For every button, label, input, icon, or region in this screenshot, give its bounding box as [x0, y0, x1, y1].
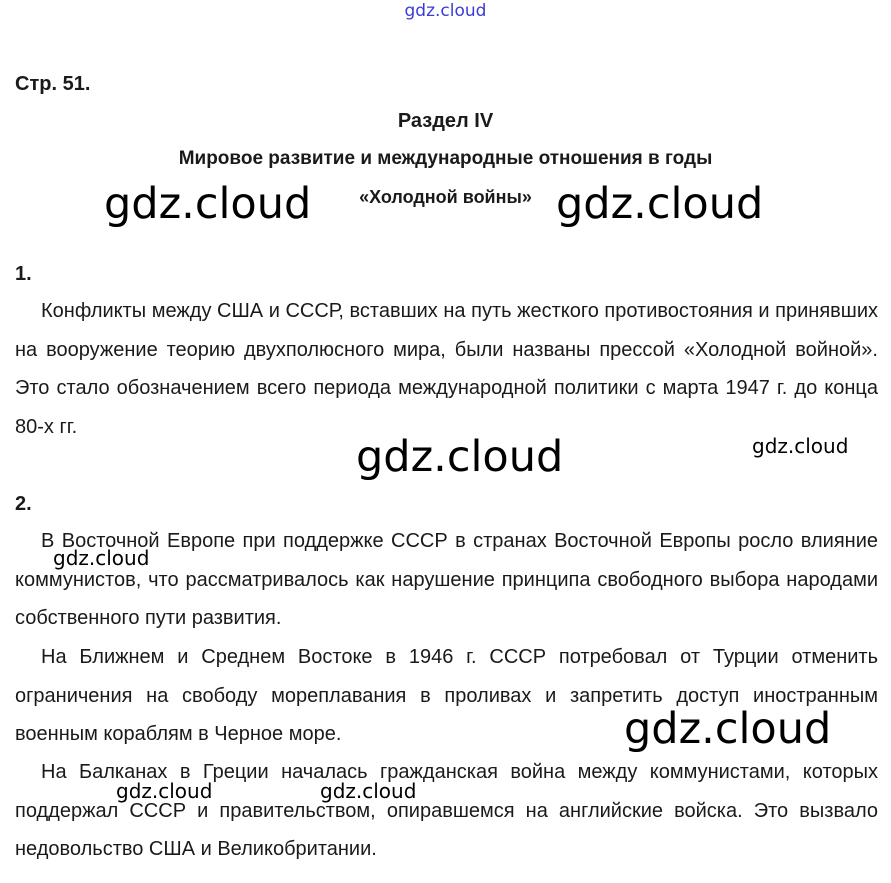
watermark-big: gdz.cloud [356, 432, 564, 482]
page-label: Стр. 51. [15, 73, 91, 95]
watermark-top: gdz.cloud [404, 1, 487, 21]
paragraph: На Ближнем и Среднем Востоке в 1946 г. СССР потребовал от Турции отменить ограничения на свободу мореплавания в проливах и запретить доступ иностранным военным кораблям в Черное море. [15, 646, 878, 745]
watermark-big: gdz.cloud [104, 179, 312, 229]
watermark-small: gdz.cloud [53, 546, 150, 570]
paragraph: На Балканах в Греции началась гражданская война между коммунистами, которых поддержал СССР и правительством, опиравшемся на английские войска. Это вызвало недовольство США и Великобритании. [15, 761, 878, 860]
paragraph: В Восточной Европе при поддержке СССР в странах Восточной Европы росло влияние коммунистов, что рассматривалось как нарушение принципа свободного выбора народами собственного пути развития. [15, 530, 878, 629]
section-subtitle-line2: «Холодной войны» [359, 187, 532, 207]
section-title: Раздел IV [397, 110, 494, 132]
watermark-small: gdz.cloud [752, 434, 849, 458]
question-number: 1. [15, 263, 32, 285]
watermark-small: gdz.cloud [320, 779, 417, 803]
watermark-small: gdz.cloud [116, 779, 213, 803]
watermark-big: gdz.cloud [556, 179, 764, 229]
paragraph: Конфликты между США и СССР, вставших на путь жесткого противостояния и принявших на вооружение теорию двухполюсного мира, были названы прессой «Холодной войной». Это стало обозначением всего периода международной политики с марта 1947 г. до конца 80-х гг. [15, 300, 878, 438]
watermark-big: gdz.cloud [624, 704, 832, 754]
section-subtitle-line1: Мировое развитие и международные отношения в годы [178, 148, 713, 169]
question-number: 2. [15, 493, 32, 515]
